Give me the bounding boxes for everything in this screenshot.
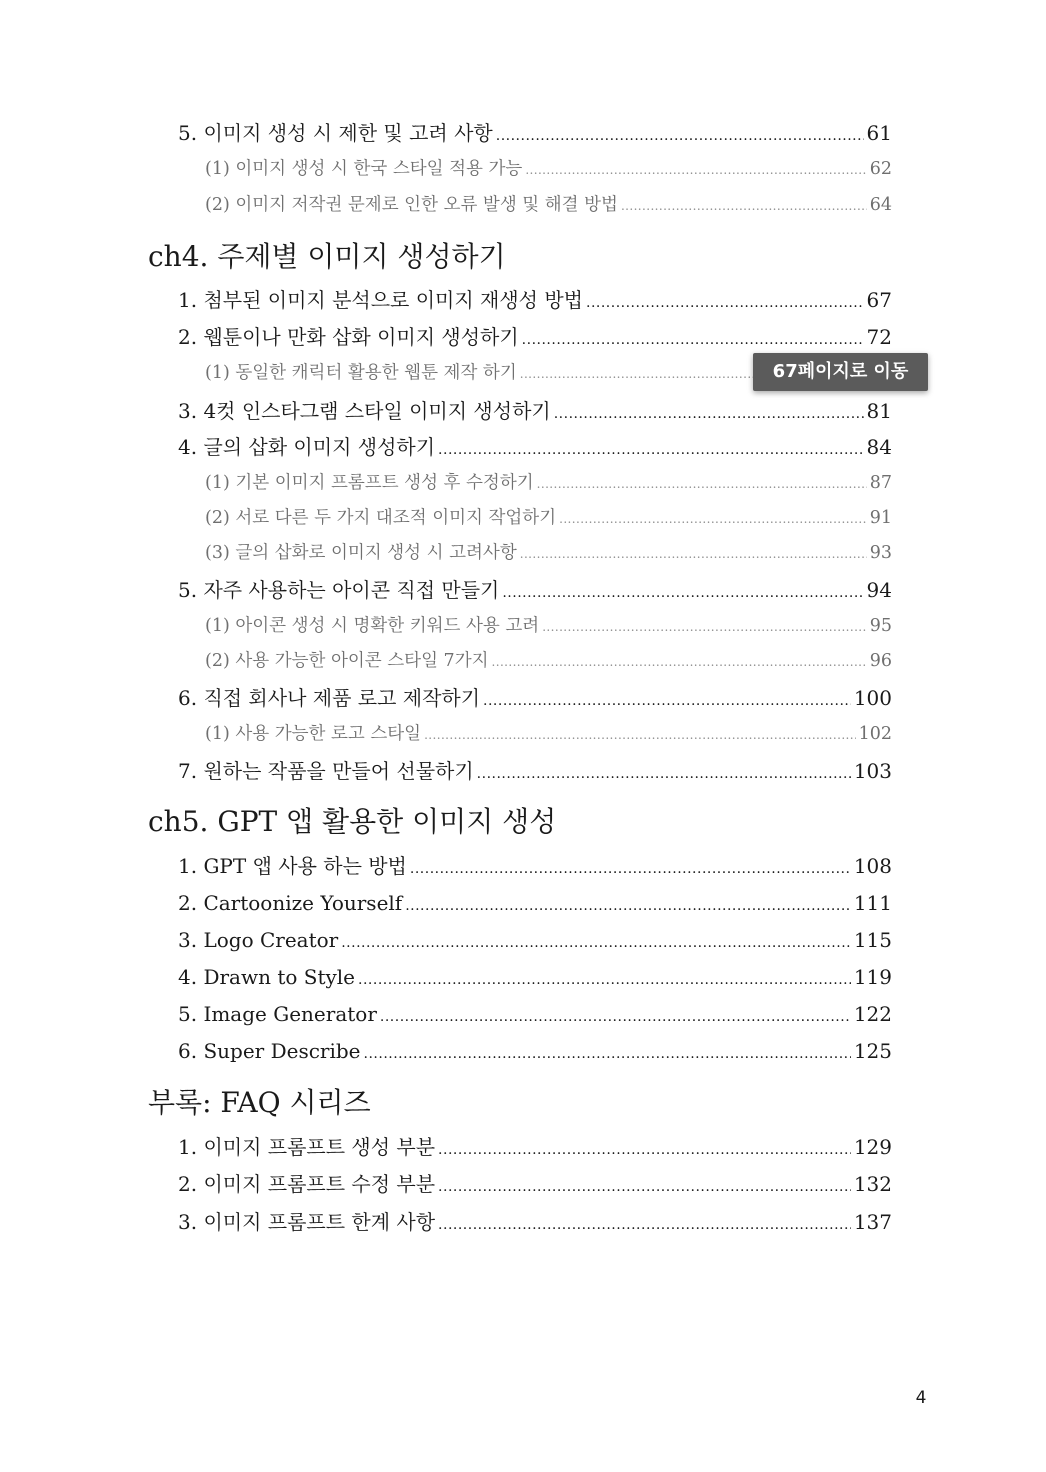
toc-subentry-link[interactable] — [205, 471, 892, 496]
toc-entry-label: (1) 이미지 생성 시 한국 스타일 적용 가능 — [205, 159, 523, 179]
toc-entry-label: (2) 이미지 저작권 문제로 인한 오류 발생 및 해결 방법 — [205, 195, 618, 215]
toc-entry-page: 100 — [853, 686, 892, 710]
toc-subentry-link[interactable] — [205, 649, 892, 674]
page-number: 4 — [915, 1388, 927, 1408]
toc-entry-label: 2. 이미지 프롬프트 수정 부분 — [178, 1172, 436, 1196]
toc-entry-page: 102 — [858, 724, 892, 744]
dot-leader — [358, 967, 851, 993]
toc-subentry-link[interactable] — [205, 193, 892, 218]
toc-entry-link[interactable] — [178, 287, 892, 316]
dot-leader — [525, 158, 866, 182]
dot-leader — [341, 930, 851, 956]
toc-entry-page: 67 — [866, 288, 892, 312]
toc-entry-label: 3. 이미지 프롬프트 한계 사항 — [178, 1210, 436, 1234]
dot-leader — [483, 688, 851, 714]
toc-entry-page: 61 — [866, 121, 892, 145]
toc-entry-label: 2. Cartoonize Yourself — [178, 891, 403, 915]
toc-entry-page: 122 — [853, 1002, 892, 1026]
toc-entry-link[interactable] — [178, 927, 892, 956]
toc-entry-page: 93 — [869, 543, 892, 563]
toc-subentry-link[interactable] — [205, 541, 892, 566]
appendix-heading: 부록: FAQ 시리즈 — [148, 1086, 371, 1119]
toc-entry-label: 1. GPT 앱 사용 하는 방법 — [178, 854, 407, 878]
dot-leader — [520, 542, 867, 566]
dot-leader — [364, 1041, 851, 1067]
toc-entry-page: 108 — [853, 854, 892, 878]
dot-leader — [492, 650, 867, 674]
toc-entry-page: 62 — [869, 159, 892, 179]
toc-entry-page: 103 — [853, 759, 892, 783]
dot-leader — [586, 290, 864, 316]
dot-leader — [542, 615, 867, 639]
dot-leader — [380, 1004, 851, 1030]
toc-entry-label: 4. 글의 삽화 이미지 생성하기 — [178, 435, 436, 459]
toc-entry-link[interactable] — [178, 1038, 892, 1067]
toc-entry-link[interactable] — [178, 324, 892, 353]
dot-leader — [405, 893, 851, 919]
toc-entry-page: 115 — [853, 928, 892, 952]
toc-entry-label: 7. 원하는 작품을 만들어 선물하기 — [178, 759, 474, 783]
dot-leader — [522, 327, 864, 353]
toc-entry-page: 129 — [853, 1135, 892, 1159]
toc-entry-label: (1) 기본 이미지 프롬프트 생성 후 수정하기 — [205, 473, 534, 493]
dot-leader — [537, 472, 867, 496]
toc-entry-page: 94 — [866, 578, 892, 602]
toc-entry-page: 64 — [869, 195, 892, 215]
toc-subentry-link[interactable] — [205, 157, 892, 182]
toc-subentry-link[interactable] — [205, 614, 892, 639]
toc-entry-label: 5. 자주 사용하는 아이콘 직접 만들기 — [178, 578, 500, 602]
toc-entry-label: 6. 직접 회사나 제품 로고 제작하기 — [178, 686, 481, 710]
toc-entry-label: (1) 동일한 캐릭터 활용한 웹툰 제작 하기 — [205, 363, 517, 383]
toc-entry-page: 91 — [869, 508, 892, 528]
toc-entry-page: 87 — [869, 473, 892, 493]
toc-entry-label: 2. 웹툰이나 만화 삽화 이미지 생성하기 — [178, 325, 519, 349]
toc-entry-label: (2) 서로 다른 두 가지 대조적 이미지 작업하기 — [205, 508, 557, 528]
toc-entry-page: 119 — [853, 965, 892, 989]
toc-entry-link[interactable] — [178, 398, 892, 427]
link-tooltip: 67페이지로 이동 — [753, 353, 928, 391]
toc-entry-page: 125 — [853, 1039, 892, 1063]
toc-entry-link[interactable] — [178, 1171, 892, 1200]
dot-leader — [496, 123, 864, 149]
toc-entry-link[interactable] — [178, 685, 892, 714]
toc-entry-label: 5. 이미지 생성 시 제한 및 고려 사항 — [178, 121, 493, 145]
toc-entry-label: (2) 사용 가능한 아이콘 스타일 7가지 — [205, 651, 489, 671]
toc-entry-link[interactable] — [178, 120, 892, 149]
toc-entry-link[interactable] — [178, 434, 892, 463]
toc-entry-label: 5. Image Generator — [178, 1002, 377, 1026]
toc-entry-page: 111 — [853, 891, 892, 915]
toc-entry-page: 95 — [869, 616, 892, 636]
toc-entry-page: 132 — [853, 1172, 892, 1196]
toc-entry-label: 1. 첨부된 이미지 분석으로 이미지 재생성 방법 — [178, 288, 583, 312]
toc-entry-link[interactable] — [178, 1134, 892, 1163]
dot-leader — [554, 401, 864, 427]
toc-entry-link[interactable] — [178, 758, 892, 787]
toc-entry-label: 4. Drawn to Style — [178, 965, 356, 989]
dot-leader — [477, 761, 851, 787]
dot-leader — [410, 856, 851, 882]
dot-leader — [424, 723, 856, 747]
toc-subentry-link[interactable] — [205, 722, 892, 747]
toc-entry-page: 96 — [869, 651, 892, 671]
toc-entry-page: 81 — [866, 399, 892, 423]
toc-entry-label: 3. 4컷 인스타그램 스타일 이미지 생성하기 — [178, 399, 551, 423]
toc-entry-link[interactable] — [178, 853, 892, 882]
toc-entry-label: 1. 이미지 프롬프트 생성 부분 — [178, 1135, 436, 1159]
toc-entry-label: (3) 글의 삽화로 이미지 생성 시 고려사항 — [205, 543, 517, 563]
toc-entry-link[interactable] — [178, 890, 892, 919]
dot-leader — [438, 1212, 851, 1238]
toc-entry-page: 84 — [866, 435, 892, 459]
dot-leader — [438, 1137, 851, 1163]
toc-subentry-link[interactable] — [205, 506, 892, 531]
dot-leader — [502, 580, 863, 606]
toc-entry-label: 3. Logo Creator — [178, 928, 339, 952]
dot-leader — [438, 437, 864, 463]
dot-leader — [559, 507, 867, 531]
dot-leader — [621, 194, 867, 218]
toc-entry-link[interactable] — [178, 1001, 892, 1030]
toc-entry-page: 72 — [866, 325, 892, 349]
dot-leader — [438, 1174, 851, 1200]
toc-entry-link[interactable] — [178, 964, 892, 993]
toc-entry-link[interactable] — [178, 577, 892, 606]
chapter-heading-ch5: ch5. GPT 앱 활용한 이미지 생성 — [148, 805, 557, 838]
toc-entry-label: 6. Super Describe — [178, 1039, 361, 1063]
chapter-heading-ch4: ch4. 주제별 이미지 생성하기 — [148, 240, 506, 273]
toc-entry-label: (1) 아이콘 생성 시 명확한 키워드 사용 고려 — [205, 616, 540, 636]
toc-entry-link[interactable] — [178, 1209, 892, 1238]
toc-entry-label: (1) 사용 가능한 로고 스타일 — [205, 724, 422, 744]
toc-entry-page: 137 — [853, 1210, 892, 1234]
